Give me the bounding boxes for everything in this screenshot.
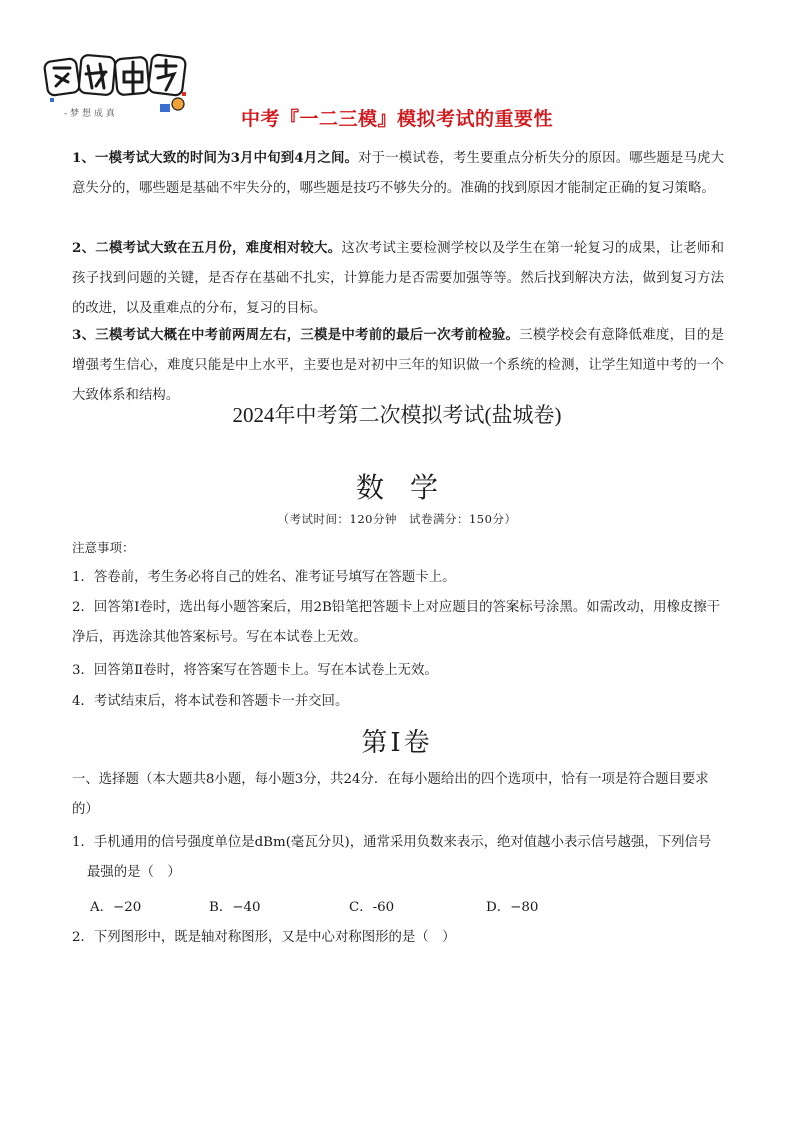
question-1-stem: [72, 828, 724, 888]
question-1-option-d: D．−80: [486, 900, 539, 915]
section-title: 第Ⅰ卷: [361, 728, 433, 758]
notice-3: 3．回答第Ⅱ卷时，将答案写在答题卡上。写在本试卷上无效。: [72, 663, 438, 678]
question-2-stem: 2．下列图形中，既是轴对称图形，又是中心对称图形的是（ ）: [72, 930, 456, 945]
section-intro: 一、选择题（本大题共8小题，每小题3分，共24分．在每小题给出的四个选项中，恰有一项是符合题目要求的）: [72, 772, 709, 817]
notice-4: 4．考试结束后，将本试卷和答题卡一并交回。: [72, 694, 349, 709]
intro-paragraph-2: [72, 233, 724, 324]
question-1-option-a: A．−20: [90, 900, 142, 915]
question-1-text: 1．手机通用的信号强度单位是dBm(毫瓦分贝)，通常采用负数来表示，绝对值越小表示信号越强，下列信号最强的是（ ）: [72, 835, 712, 880]
question-1-option-c: C．-60: [349, 900, 395, 915]
page-heading: 中考『一二三模』模拟考试的重要性: [240, 108, 553, 130]
intro-3-bold: 3、三模考试大概在中考前两周左右，三模是中考前的最后一次考前检验。: [72, 327, 520, 343]
notice-2: 2．回答第Ⅰ卷时，选出每小题答案后，用2B铅笔把答题卡上对应题目的答案标号涂黑。如需改动，用橡皮擦干净后，再选涂其他答案标号。写在本试卷上无效。: [72, 600, 721, 645]
question-1-option-b: B．−40: [209, 900, 261, 915]
intro-1-bold: 1、一模考试大致的时间为3月中旬到4月之间。: [72, 150, 359, 166]
subject-title: 数学: [355, 471, 464, 504]
logo-subtext: - 梦 想 成 真: [64, 109, 115, 119]
intro-2-text: 这次考试主要检测学校以及学生在第一轮复习的成果，让老师和孩子找到问题的关键，是否存在基础不扎实，计算能力是否需要加强等等。然后找到解决方法，做到复习方法的改进，以及重难点的分布，复习的目标。: [72, 241, 724, 316]
intro-paragraph-1: [72, 143, 724, 204]
intro-paragraph-3: [72, 320, 724, 411]
intro-2-bold: 2、二模考试大致在五月份，难度相对较大。: [72, 240, 342, 256]
notice-1: 1．答卷前，考生务必将自己的姓名、准考证号填写在答题卡上。: [72, 570, 456, 585]
intro-3-text: 三模学校会有意降低难度，目的是增强考生信心，难度只能是中上水平，主要也是对初中三年的知识做一个系统的检测，让学生知道中考的一个大致体系和结构。: [72, 328, 724, 403]
exam-info: （考试时间：120分钟 试卷满分：150分）: [277, 512, 517, 526]
notice-label: 注意事项：: [72, 540, 135, 555]
intro-1-text: 对于一模试卷，考生要重点分析失分的原因。哪些题是马虎大意失分的，哪些题是基础不牢失分的，哪些题是技巧不够失分的。准确的找到原因才能制定正确的复习策略。: [72, 151, 724, 196]
exam-title: 2024年中考第二次模拟考试(盐城卷): [232, 403, 562, 427]
